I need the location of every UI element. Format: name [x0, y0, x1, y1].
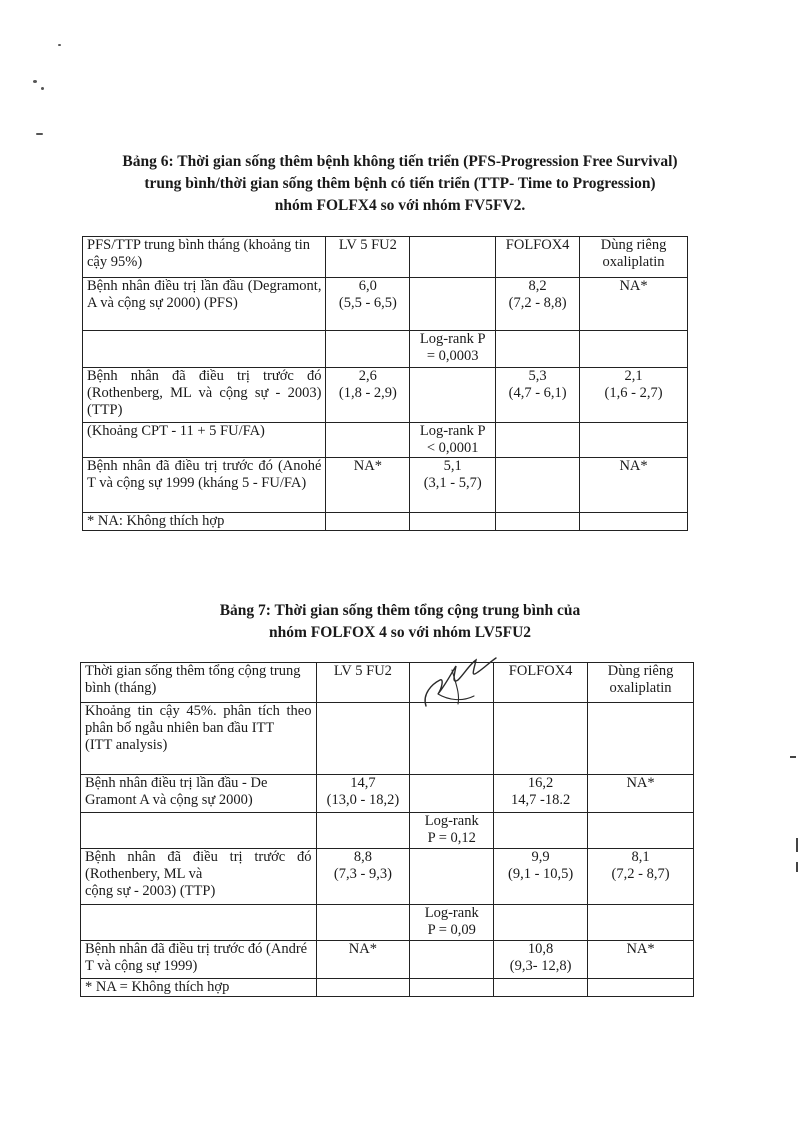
cell-logrank: [410, 775, 494, 813]
cell-logrank: [410, 278, 496, 331]
header-lv5fu2: LV 5 FU2: [316, 663, 410, 703]
cell-lv5fu2: 8,8 (7,3 - 9,3): [316, 849, 410, 905]
cell-folfox4: 9,9 (9,1 - 10,5): [494, 849, 588, 905]
cell-oxaliplatin: 8,1 (7,2 - 8,7): [588, 849, 694, 905]
table-row: [81, 703, 694, 775]
cell-oxaliplatin: [588, 703, 694, 775]
row-label: Bệnh nhân đã điều trị trước đó (Anohé T và cộng sự 1999 (kháng 5 - FU/FA): [83, 458, 326, 513]
row-label: Khoảng tin cậy 45%. phân tích theo phân bố ngẫu nhiên ban đầu ITT (ITT analysis): [81, 703, 317, 775]
cell-logrank: 5,1 (3,1 - 5,7): [410, 458, 496, 513]
header-oxaliplatin: Dùng riêng oxaliplatin: [580, 237, 688, 278]
footnote-empty-cell: [326, 513, 410, 531]
table-row: [83, 278, 688, 331]
table6-caption-line: Bảng 6: Thời gian sống thêm bệnh không tiến triển (PFS-Progression Free Survival): [122, 153, 678, 170]
table-row: [81, 905, 694, 941]
scan-speck: [41, 87, 44, 90]
cell-oxaliplatin: [588, 813, 694, 849]
scan-speck: [33, 80, 37, 83]
table7: [80, 662, 694, 997]
header-folfox4: FOLFOX4: [494, 663, 588, 703]
cell-oxaliplatin: [580, 423, 688, 458]
cell-folfox4: 5,3 (4,7 - 6,1): [496, 368, 580, 423]
table-row: [81, 849, 694, 905]
row-label: Bệnh nhân điều trị lần đầu - De Gramont A và cộng sự 2000): [81, 775, 317, 813]
cell-lv5fu2: 14,7 (13,0 - 18,2): [316, 775, 410, 813]
table-row: [83, 331, 688, 368]
scan-speck: [58, 44, 61, 46]
cell-logrank: Log-rank P = 0,12: [410, 813, 494, 849]
cell-folfox4: [494, 905, 588, 941]
cell-lv5fu2: [316, 813, 410, 849]
table-footnote-row: [81, 979, 694, 997]
row-label: Bệnh nhân đã điều trị trước đó (Rothenberg, ML và cộng sự - 2003) (TTP): [83, 368, 326, 423]
cell-oxaliplatin: [580, 331, 688, 368]
table6-caption-line: trung bình/thời gian sống thêm bệnh có tiến triển (TTP- Time to Progression): [144, 175, 656, 192]
footnote-empty-cell: [410, 979, 494, 997]
cell-folfox4: [496, 331, 580, 368]
cell-folfox4: 16,2 14,7 -18.2: [494, 775, 588, 813]
cell-folfox4: 8,2 (7,2 - 8,8): [496, 278, 580, 331]
cell-lv5fu2: 6,0 (5,5 - 6,5): [326, 278, 410, 331]
footnote-empty-cell: [494, 979, 588, 997]
header-label: PFS/TTP trung bình tháng (khoảng tin cậy 95%): [83, 237, 326, 278]
footnote-empty-cell: [580, 513, 688, 531]
cell-lv5fu2: NA*: [316, 941, 410, 979]
header-folfox4: FOLFOX4: [496, 237, 580, 278]
table6-caption: [60, 151, 740, 217]
table7-caption: [60, 600, 740, 644]
cell-logrank: Log-rank P < 0,0001: [410, 423, 496, 458]
row-label: Bệnh nhân đã điều trị trước đó (Rothenbery, ML và cộng sự - 2003) (TTP): [81, 849, 317, 905]
table-header-row: [83, 237, 688, 278]
cell-folfox4: [496, 458, 580, 513]
cell-oxaliplatin: NA*: [580, 458, 688, 513]
cell-oxaliplatin: NA*: [588, 775, 694, 813]
cell-folfox4: 10,8 (9,3- 12,8): [494, 941, 588, 979]
footnote-empty-cell: [496, 513, 580, 531]
cell-logrank: [410, 368, 496, 423]
scan-edge-mark: [790, 756, 796, 758]
footnote-empty-cell: [588, 979, 694, 997]
table-row: [83, 368, 688, 423]
table-row: [81, 775, 694, 813]
cell-folfox4: [494, 813, 588, 849]
cell-lv5fu2: [326, 423, 410, 458]
cell-lv5fu2: NA*: [326, 458, 410, 513]
header-blank: [410, 237, 496, 278]
cell-oxaliplatin: [588, 905, 694, 941]
header-oxaliplatin: Dùng riêng oxaliplatin: [588, 663, 694, 703]
cell-logrank: Log-rank P = 0,09: [410, 905, 494, 941]
table-row: [81, 813, 694, 849]
footnote-empty-cell: [316, 979, 410, 997]
cell-lv5fu2: 2,6 (1,8 - 2,9): [326, 368, 410, 423]
scan-speck: [36, 133, 43, 135]
cell-lv5fu2: [316, 703, 410, 775]
handwritten-signature: [418, 654, 500, 718]
table-footnote: * NA: Không thích hợp: [83, 513, 326, 531]
cell-folfox4: [496, 423, 580, 458]
cell-oxaliplatin: NA*: [580, 278, 688, 331]
table7-caption-line: nhóm FOLFOX 4 so với nhóm LV5FU2: [268, 624, 532, 641]
row-label: [81, 813, 317, 849]
row-label: [81, 905, 317, 941]
row-label: (Khoảng CPT - 11 + 5 FU/FA): [83, 423, 326, 458]
table-footnote: * NA = Không thích hợp: [81, 979, 317, 997]
table6: [82, 236, 688, 531]
table6-caption-line: nhóm FOLFX4 so với nhóm FV5FV2.: [274, 197, 526, 214]
scan-edge-mark: [796, 862, 798, 872]
table-row: [83, 458, 688, 513]
scan-edge-mark: [796, 838, 798, 852]
cell-logrank: Log-rank P = 0,0003: [410, 331, 496, 368]
row-label: Bệnh nhân điều trị lần đầu (Degramont, A và cộng sự 2000) (PFS): [83, 278, 326, 331]
table7-caption-line: Bảng 7: Thời gian sống thêm tổng cộng trung bình của: [219, 602, 581, 619]
table-header-row: [81, 663, 694, 703]
row-label: [83, 331, 326, 368]
row-label: Bệnh nhân đã điều trị trước đó (André T và cộng sự 1999): [81, 941, 317, 979]
cell-lv5fu2: [316, 905, 410, 941]
table-row: [81, 941, 694, 979]
cell-oxaliplatin: 2,1 (1,6 - 2,7): [580, 368, 688, 423]
table-footnote-row: [83, 513, 688, 531]
cell-lv5fu2: [326, 331, 410, 368]
table-row: [83, 423, 688, 458]
header-label: Thời gian sống thêm tổng cộng trung bình (tháng): [81, 663, 317, 703]
cell-logrank: [410, 849, 494, 905]
footnote-empty-cell: [410, 513, 496, 531]
header-lv5fu2: LV 5 FU2: [326, 237, 410, 278]
cell-oxaliplatin: NA*: [588, 941, 694, 979]
cell-logrank: [410, 941, 494, 979]
cell-folfox4: [494, 703, 588, 775]
